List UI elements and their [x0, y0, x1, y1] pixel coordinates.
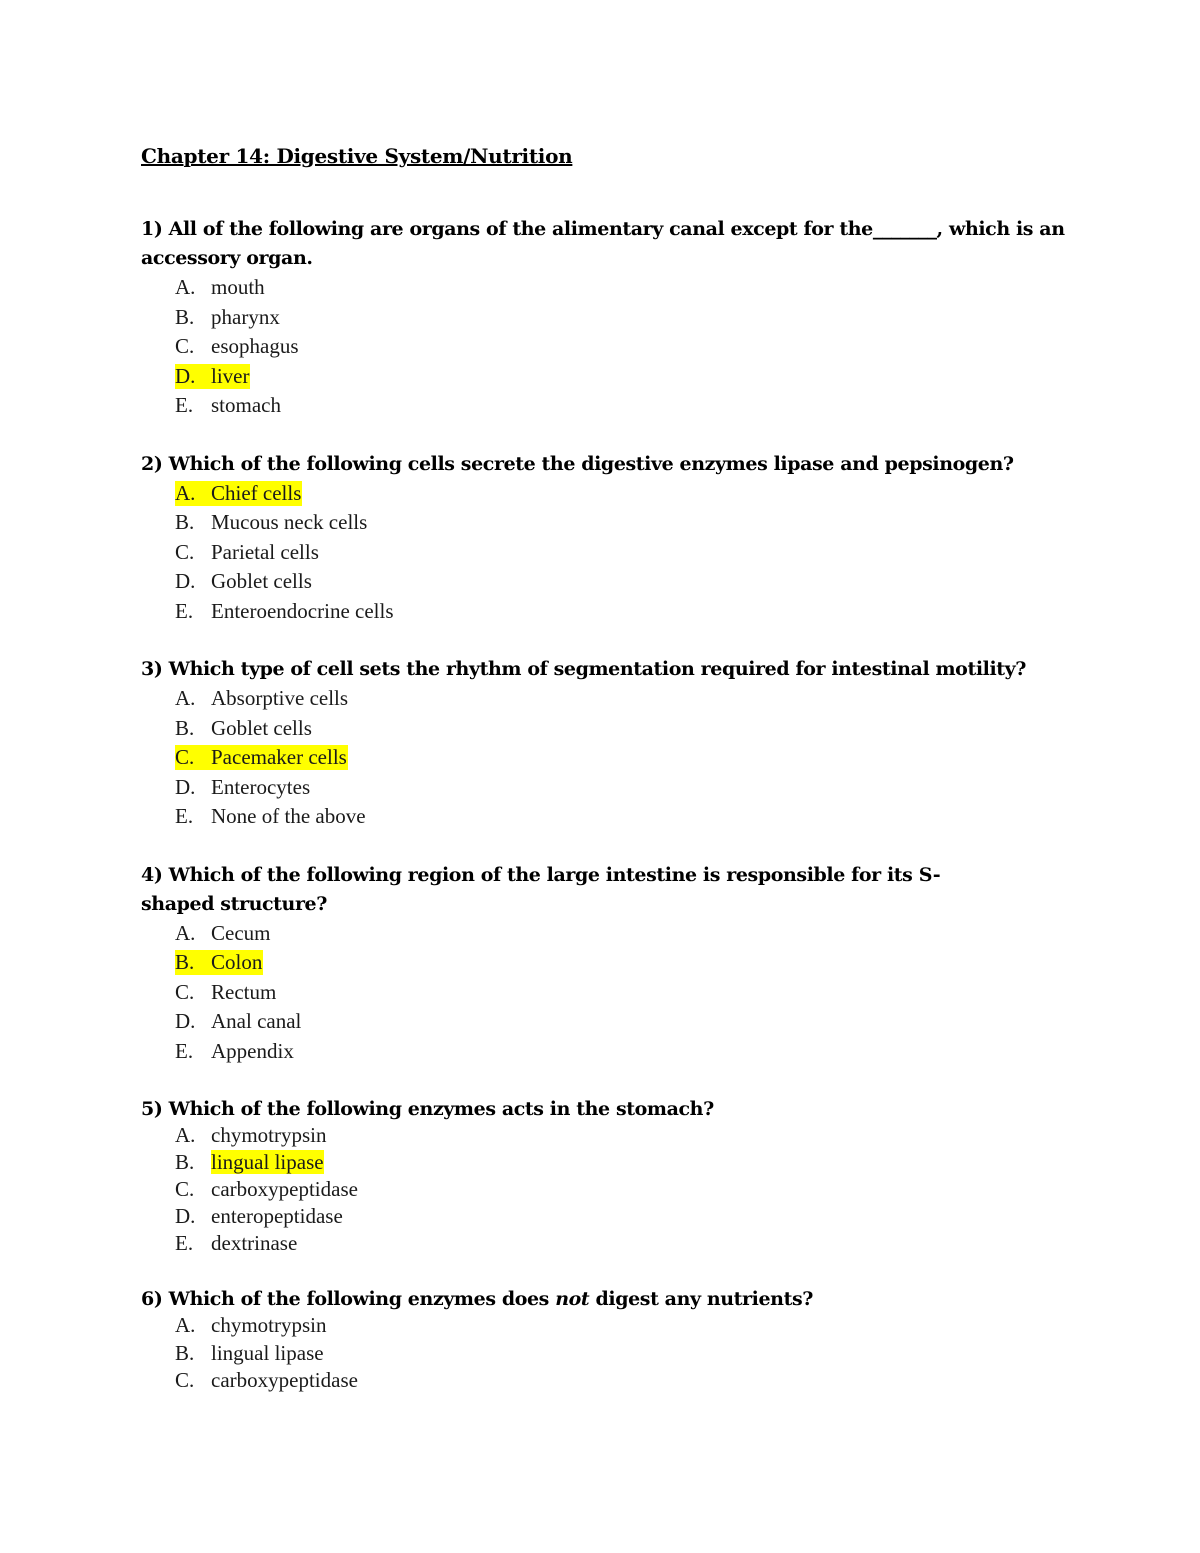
option-letter: E. — [175, 598, 194, 623]
option-letter: C. — [175, 979, 195, 1004]
question-prompt: Which of the following cells secrete the digestive enzymes lipase and pepsinogen? — [168, 452, 1014, 475]
option-text: Appendix — [211, 1038, 294, 1063]
option-label — [175, 334, 300, 359]
answer-options — [141, 273, 1081, 421]
option-text: Pacemaker cells — [211, 745, 347, 769]
option-label — [175, 686, 349, 711]
answer-option — [175, 597, 1081, 627]
option-text: Cecum — [211, 920, 271, 945]
question-5 — [141, 1095, 1081, 1257]
question-number: 4) — [141, 863, 163, 886]
option-text: dextrinase — [211, 1231, 298, 1255]
option-label — [175, 1150, 325, 1175]
option-label — [175, 569, 313, 594]
option-label — [175, 921, 271, 946]
option-label — [175, 1368, 359, 1393]
option-letter: C. — [175, 539, 195, 564]
option-letter: D. — [175, 774, 196, 799]
answer-option — [175, 332, 1081, 362]
option-letter: C. — [175, 745, 195, 769]
option-letter: A. — [175, 1123, 196, 1147]
option-text: carboxypeptidase — [211, 1177, 358, 1201]
answer-option — [175, 1340, 1081, 1368]
option-text: lingual lipase — [211, 1150, 324, 1174]
answer-option — [175, 1367, 1081, 1395]
option-label — [175, 1341, 325, 1366]
answer-option — [175, 1230, 1081, 1257]
option-label — [175, 481, 302, 506]
question-prompt: Which type of cell sets the rhythm of segmentation required for intestinal motility? — [168, 658, 1027, 680]
option-letter: B. — [175, 1150, 195, 1174]
answer-option — [175, 538, 1081, 568]
option-label — [175, 1313, 328, 1338]
option-letter: C. — [175, 1368, 195, 1392]
option-letter: D. — [175, 363, 196, 388]
question-number: 1) — [141, 218, 163, 240]
option-letter: E. — [175, 804, 194, 828]
option-letter: A. — [175, 480, 196, 505]
answer-option — [175, 508, 1081, 538]
question-1 — [141, 215, 1081, 421]
option-label — [175, 1123, 328, 1148]
option-letter: A. — [175, 275, 196, 299]
option-text: Chief cells — [211, 480, 302, 505]
option-text: Goblet cells — [211, 715, 312, 740]
answer-option — [175, 1312, 1081, 1340]
answer-options — [141, 684, 1081, 832]
option-letter: B. — [175, 715, 195, 740]
answer-options — [141, 1122, 1081, 1257]
option-label — [175, 1231, 298, 1256]
question-text — [141, 861, 1001, 919]
answer-option — [175, 1203, 1081, 1230]
answer-option — [175, 273, 1081, 303]
answer-options — [141, 1312, 1081, 1395]
option-text: Anal canal — [211, 1009, 302, 1033]
option-label — [175, 804, 367, 829]
answer-option — [175, 1122, 1081, 1149]
question-text — [141, 450, 1081, 479]
option-text: Goblet cells — [211, 569, 312, 593]
option-text: liver — [211, 363, 250, 388]
option-text: Parietal cells — [211, 539, 319, 564]
question-2 — [141, 450, 1081, 627]
question-prompt: Which of the following enzymes acts in the stomach? — [168, 1098, 714, 1120]
question-prompt: All of the following are organs of the alimentary canal except for the_______, which is an accessory organ. — [141, 218, 1065, 269]
answer-option — [175, 391, 1081, 421]
option-text: Mucous neck cells — [211, 510, 368, 534]
question-prompt: Which of the following region of the large intestine is responsible for its S-shaped structure? — [141, 863, 941, 915]
option-letter: C. — [175, 334, 195, 358]
question-number: 2) — [141, 452, 163, 475]
option-label — [175, 745, 348, 770]
option-label — [175, 599, 395, 624]
option-text: chymotrypsin — [211, 1313, 327, 1337]
option-text: chymotrypsin — [211, 1123, 327, 1147]
question-number: 3) — [141, 658, 163, 680]
option-letter: D. — [175, 1009, 196, 1033]
option-text: None of the above — [211, 804, 366, 828]
question-text — [141, 1095, 1081, 1124]
question-text — [141, 655, 1081, 684]
answer-option — [175, 773, 1081, 803]
option-label — [175, 775, 311, 800]
question-3 — [141, 655, 1081, 832]
option-label — [175, 393, 282, 418]
option-label — [175, 1039, 295, 1064]
answer-option — [175, 802, 1081, 832]
answer-option — [175, 714, 1081, 744]
option-letter: B. — [175, 1340, 195, 1365]
option-label — [175, 1177, 359, 1202]
option-label — [175, 1009, 302, 1034]
option-label — [175, 364, 250, 389]
question-text — [141, 215, 1081, 273]
option-text: Absorptive cells — [211, 686, 349, 710]
question-prompt-after: digest any nutrients? — [589, 1288, 813, 1310]
answer-option — [175, 743, 1081, 773]
option-text: Rectum — [211, 979, 277, 1004]
option-text: mouth — [211, 275, 265, 299]
option-label — [175, 510, 368, 535]
answer-option — [175, 362, 1081, 392]
option-label — [175, 716, 313, 741]
answer-option — [175, 978, 1081, 1008]
option-text: Colon — [211, 950, 263, 974]
answer-option — [175, 303, 1081, 333]
option-letter: B. — [175, 950, 195, 974]
option-text: lingual lipase — [211, 1340, 324, 1365]
answer-option — [175, 567, 1081, 597]
question-number: 6) — [141, 1288, 163, 1310]
option-label — [175, 1204, 344, 1229]
question-text — [141, 1285, 1081, 1314]
option-label — [175, 540, 320, 565]
option-letter: E. — [175, 1231, 194, 1255]
option-letter: D. — [175, 1204, 196, 1228]
option-letter: E. — [175, 1038, 194, 1063]
option-label — [175, 980, 277, 1005]
answer-option — [175, 1176, 1081, 1203]
option-letter: A. — [175, 686, 196, 710]
option-text: carboxypeptidase — [211, 1368, 358, 1392]
answer-option — [175, 948, 1081, 978]
page-title: Chapter 14: Digestive System/Nutrition — [141, 144, 573, 168]
option-letter: E. — [175, 393, 194, 417]
option-letter: B. — [175, 304, 195, 329]
question-emphasis: not — [555, 1288, 590, 1310]
option-label — [175, 305, 281, 330]
option-letter: B. — [175, 510, 195, 534]
answer-option — [175, 1037, 1081, 1067]
option-text: pharynx — [211, 304, 280, 329]
answer-option — [175, 479, 1081, 509]
option-label — [175, 950, 263, 975]
question-number: 5) — [141, 1098, 163, 1120]
answer-options — [141, 919, 1081, 1067]
option-text: esophagus — [211, 334, 299, 358]
option-letter: C. — [175, 1177, 195, 1201]
option-letter: A. — [175, 920, 196, 945]
option-text: stomach — [211, 393, 281, 417]
option-text: Enteroendocrine cells — [211, 598, 394, 623]
option-letter: A. — [175, 1313, 196, 1337]
option-text: Enterocytes — [211, 774, 311, 799]
question-4 — [141, 861, 1081, 1067]
answer-option — [175, 919, 1081, 949]
answer-option — [175, 1149, 1081, 1176]
answer-options — [141, 479, 1081, 627]
option-label — [175, 275, 266, 300]
question-prompt-before: Which of the following enzymes does — [168, 1288, 556, 1310]
option-letter: D. — [175, 569, 196, 593]
question-6 — [141, 1285, 1081, 1395]
document-page — [141, 142, 1081, 1395]
option-text: enteropeptidase — [211, 1204, 343, 1228]
answer-option — [175, 684, 1081, 714]
answer-option — [175, 1007, 1081, 1037]
